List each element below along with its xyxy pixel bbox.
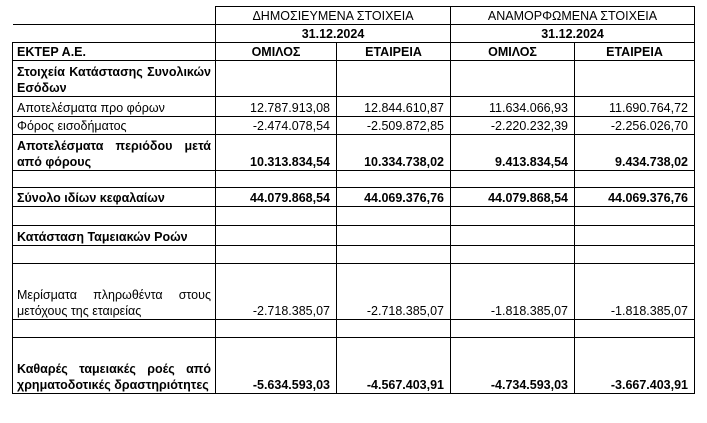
col-company-published: ΕΤΑΙΡΕΙΑ	[337, 43, 451, 61]
empty-cell	[575, 171, 695, 188]
net-financing-company-published: -4.567.403,91	[337, 338, 451, 394]
equity-company-published: 44.069.376,76	[337, 188, 451, 207]
aftertax-group-restated: 9.413.834,54	[451, 135, 575, 171]
pretax-label: Αποτελέσματα προ φόρων	[13, 97, 216, 117]
empty-cell	[575, 226, 695, 246]
net-financing-group-published: -5.634.593,03	[216, 338, 337, 394]
equity-group-restated: 44.079.868,54	[451, 188, 575, 207]
empty-cell	[451, 61, 575, 97]
income-section-title: Στοιχεία Κατάστασης Συνολικών Εσόδων	[13, 61, 216, 97]
empty-cell	[216, 61, 337, 97]
empty-cell	[216, 246, 337, 264]
empty-cell	[575, 61, 695, 97]
restated-date: 31.12.2024	[451, 25, 695, 43]
empty-cell	[337, 320, 451, 338]
dividends-company-restated: -1.818.385,07	[575, 264, 695, 320]
aftertax-company-published: 10.334.738,02	[337, 135, 451, 171]
net-financing-label: Καθαρές ταμειακές ροές από χρηματοδοτικές δραστηριότητες	[13, 338, 216, 394]
dividends-group-published: -2.718.385,07	[216, 264, 337, 320]
dividends-group-restated: -1.818.385,07	[451, 264, 575, 320]
empty-cell	[216, 171, 337, 188]
empty-cell	[13, 246, 216, 264]
pretax-group-restated: 11.634.066,93	[451, 97, 575, 117]
empty-cell	[13, 207, 216, 226]
empty-cell	[451, 171, 575, 188]
empty-cell	[337, 246, 451, 264]
empty-cell	[216, 320, 337, 338]
empty-cell	[216, 207, 337, 226]
published-data-header: ΔΗΜΟΣΙΕΥΜΕΝΑ ΣΤΟΙΧΕΙΑ	[216, 7, 451, 25]
empty-cell	[13, 320, 216, 338]
net-financing-group-restated: -4.734.593,03	[451, 338, 575, 394]
equity-group-published: 44.079.868,54	[216, 188, 337, 207]
net-financing-company-restated: -3.667.403,91	[575, 338, 695, 394]
empty-cell	[451, 226, 575, 246]
empty-date-label-cell	[13, 25, 216, 43]
published-date: 31.12.2024	[216, 25, 451, 43]
empty-cell	[451, 320, 575, 338]
empty-cell	[337, 171, 451, 188]
empty-cell	[575, 320, 695, 338]
col-group-published: ΟΜΙΛΟΣ	[216, 43, 337, 61]
aftertax-group-published: 10.313.834,54	[216, 135, 337, 171]
empty-cell	[13, 171, 216, 188]
tax-group-restated: -2.220.232,39	[451, 117, 575, 135]
empty-corner-cell	[13, 7, 216, 25]
col-group-restated: ΟΜΙΛΟΣ	[451, 43, 575, 61]
tax-group-published: -2.474.078,54	[216, 117, 337, 135]
pretax-group-published: 12.787.913,08	[216, 97, 337, 117]
equity-company-restated: 44.069.376,76	[575, 188, 695, 207]
empty-cell	[337, 226, 451, 246]
equity-label: Σύνολο ιδίων κεφαλαίων	[13, 188, 216, 207]
empty-cell	[451, 246, 575, 264]
entity-name: ΕΚΤΕΡ Α.Ε.	[13, 43, 216, 61]
tax-company-restated: -2.256.026,70	[575, 117, 695, 135]
pretax-company-restated: 11.690.764,72	[575, 97, 695, 117]
tax-company-published: -2.509.872,85	[337, 117, 451, 135]
dividends-label: Μερίσματα πληρωθέντα στους μετόχους της εταιρείας	[13, 264, 216, 320]
dividends-company-published: -2.718.385,07	[337, 264, 451, 320]
restatement-table	[12, 6, 695, 394]
cashflow-section-title: Κατάσταση Ταμειακών Ροών	[13, 226, 216, 246]
aftertax-label: Αποτελέσματα περιόδου μετά από φόρους	[13, 135, 216, 171]
restated-data-header: ΑΝΑΜΟΡΦΩΜΕΝΑ ΣΤΟΙΧΕΙΑ	[451, 7, 695, 25]
aftertax-company-restated: 9.434.738,02	[575, 135, 695, 171]
empty-cell	[451, 207, 575, 226]
empty-cell	[337, 61, 451, 97]
tax-label: Φόρος εισοδήματος	[13, 117, 216, 135]
empty-cell	[216, 226, 337, 246]
empty-cell	[575, 246, 695, 264]
col-company-restated: ΕΤΑΙΡΕΙΑ	[575, 43, 695, 61]
empty-cell	[575, 207, 695, 226]
empty-cell	[337, 207, 451, 226]
pretax-company-published: 12.844.610,87	[337, 97, 451, 117]
